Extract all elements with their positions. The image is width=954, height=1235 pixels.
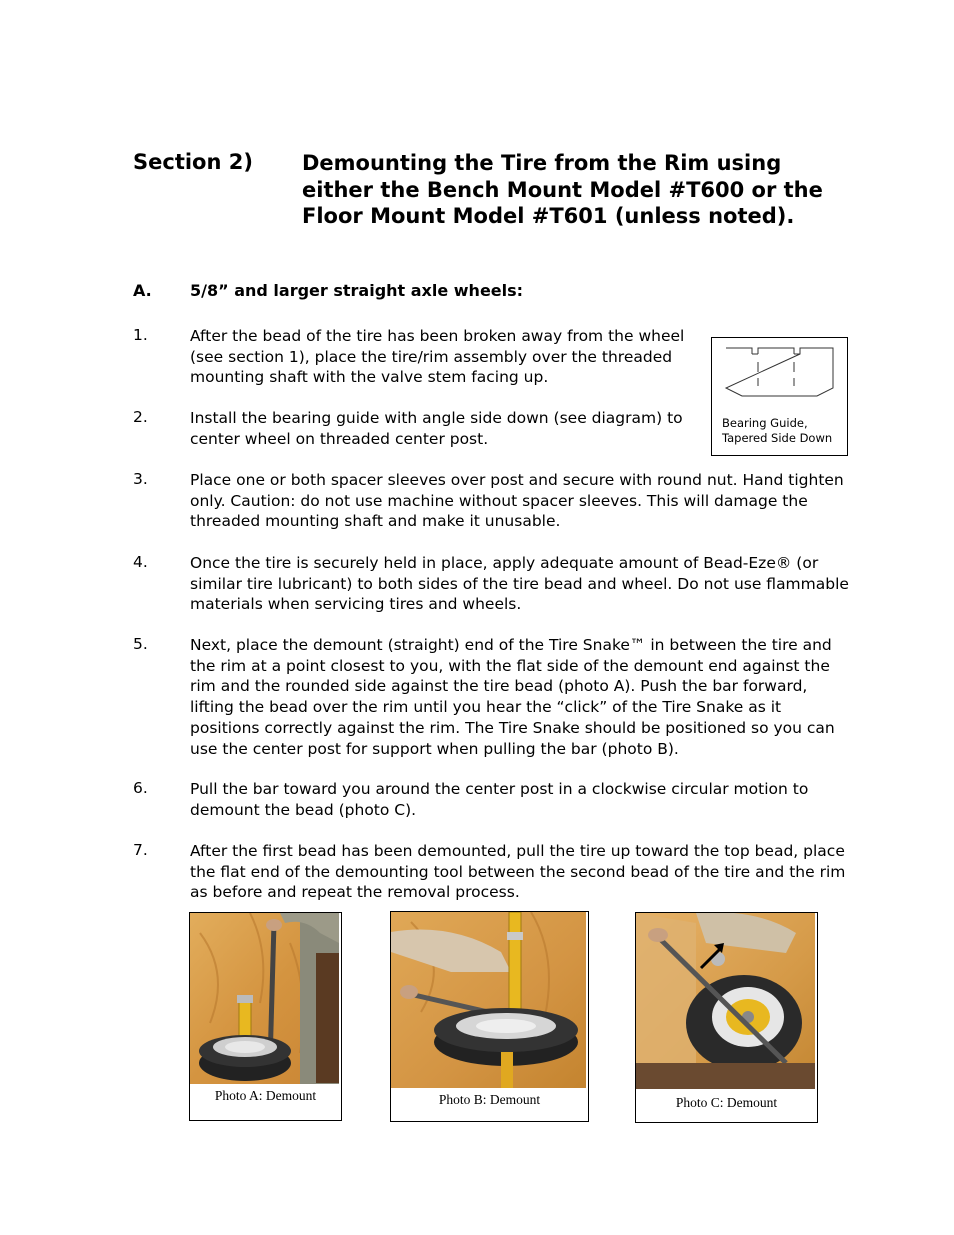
step-number: 6. [133,779,148,797]
photo-c-image [636,913,815,1089]
photo-b [390,911,589,1122]
subsection-letter: A. [133,281,152,300]
step-number: 2. [133,408,148,426]
subsection-title: 5/8” and larger straight axle wheels: [190,281,524,300]
step-number: 4. [133,553,148,571]
bearing-guide-diagram [711,337,848,456]
step-text: Once the tire is securely held in place, apply adequate amount of Bead-Eze® (or similar tire lubricant) to both sides of the tire bead and wheel. Do not use flammable materials when servicing tires and wheels. [190,554,849,614]
section-label: Section 2) [133,150,253,174]
step-text: Pull the bar toward you around the center post in a clockwise circular motion to demount the bead (photo C). [190,780,809,819]
photo-a [189,912,342,1121]
step-text: After the bead of the tire has been broken away from the wheel (see section 1), place the tire/rim assembly over the threaded mounting shaft with the valve stem facing up. [190,327,685,387]
photo-caption: Photo A: Demount [214,1088,317,1103]
step-number: 3. [133,470,148,488]
bearing-guide-drawing [712,338,847,413]
step-number: 1. [133,326,148,344]
step-number: 7. [133,841,148,859]
photo-a-image [190,913,339,1084]
section-title: Demounting the Tire from the Rim using either the Bench Mount Model #T600 or the Floor Mount Model #T601 (unless noted). [302,151,823,228]
diagram-caption-line: Bearing Guide, [722,416,808,430]
diagram-caption [722,416,842,446]
step-text: After the first bead has been demounted, pull the tire up toward the top bead, place the flat end of the demounting tool between the second bead of the tire and the rim as before and repeat the removal process. [190,842,846,902]
step-number: 5. [133,635,148,653]
step-text: Next, place the demount (straight) end of the Tire Snake™ in between the tire and the rim at a point closest to you, with the flat side of the demount end against the rim and the rounded side against the tire bead (photo A). Push the bar forward, lifting the bead over the rim until you hear the “click” of the Tire Snake as it positions correctly against the rim. The Tire Snake should be positioned so you can use the center post for support when pulling the bar (photo B). [190,636,835,758]
step-text: Install the bearing guide with angle side down (see diagram) to center wheel on threaded center post. [190,409,683,448]
photo-b-image [391,912,586,1088]
photo-c [635,912,818,1123]
photo-caption: Photo C: Demount [675,1095,778,1110]
photo-caption: Photo B: Demount [438,1092,541,1107]
diagram-caption-line: Tapered Side Down [722,431,833,445]
step-text: Place one or both spacer sleeves over post and secure with round nut. Hand tighten only. Caution: do not use machine without spacer sleeves. This will damage the threaded mounting shaft and make it unusable. [190,471,844,531]
